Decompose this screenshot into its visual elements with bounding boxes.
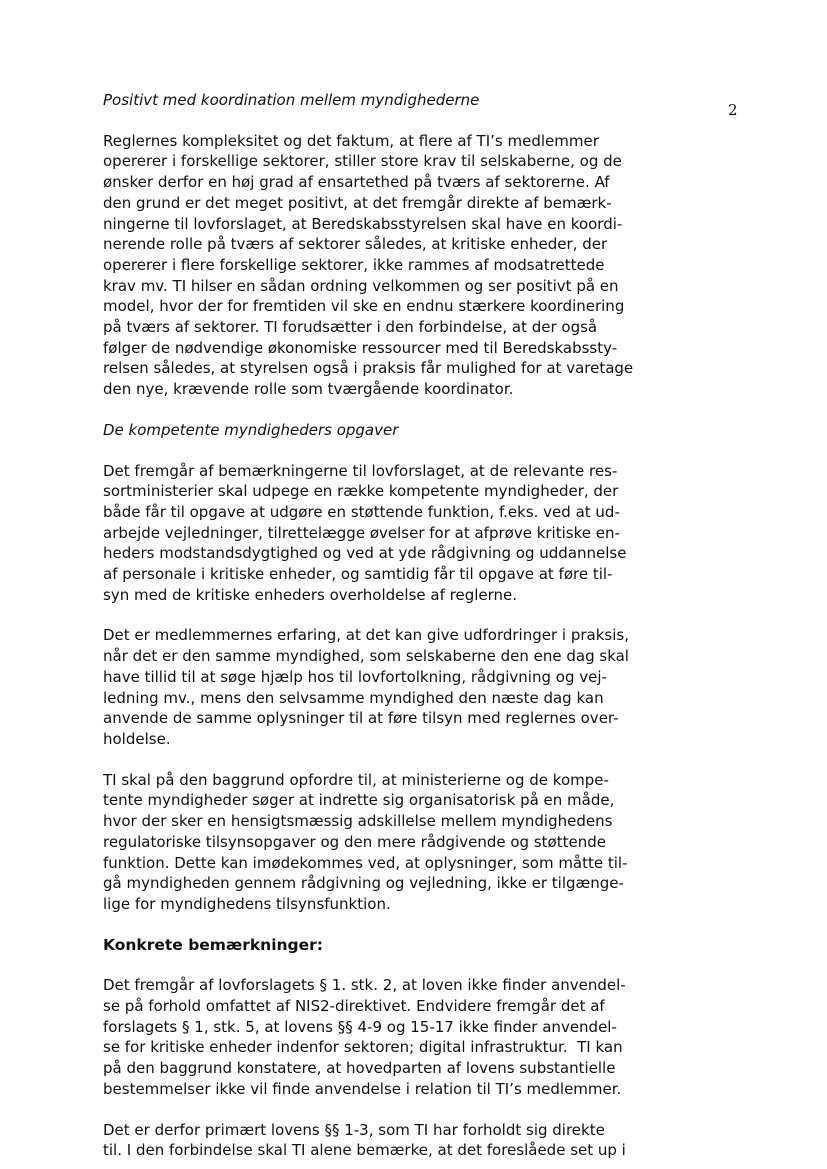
text-line: holdelse. — [103, 729, 171, 748]
text-line: arbejde vejledninger, tilrettelægge øvelser for at afprøve kritiske en- — [103, 523, 620, 542]
text-line: den nye, krævende rolle som tværgående koordinator. — [103, 380, 514, 399]
text-line: se for kritiske enheder indenfor sektoren; digital infrastruktur. TI kan — [103, 1038, 623, 1057]
text-line: heders modstandsdygtighed og ved at yde rådgivning og uddannelse — [103, 544, 627, 563]
paragraph — [103, 770, 663, 915]
text-line: ledning mv., mens den selvsamme myndighed den næste dag kan — [103, 688, 604, 707]
paragraph — [103, 1120, 663, 1161]
text-line: syn med de kritiske enheders overholdelse af reglerne. — [103, 585, 518, 604]
text-line: model, hvor der for fremtiden vil ske en endnu stærkere koordinering — [103, 297, 625, 316]
text-line: TI skal på den baggrund opfordre til, at ministerierne og de kompe- — [103, 770, 609, 789]
text-line: Det fremgår af bemærkningerne til lovforslaget, at de relevante res- — [103, 461, 618, 480]
section-heading: Positivt med koordination mellem myndighederne — [103, 91, 480, 109]
text-line: Reglernes kompleksitet og det faktum, at flere af TI’s medlemmer — [103, 131, 599, 150]
text-line: på den baggrund konstatere, at hovedparten af lovens substantielle — [103, 1059, 616, 1078]
text-line: ningerne til lovforslaget, at Beredskabsstyrelsen skal have en koordi- — [103, 214, 623, 233]
text-line: bestemmelser ikke vil finde anvendelse i relation til TI’s medlemmer. — [103, 1079, 622, 1098]
text-line: til. I den forbindelse skal TI alene bemærke, at det foreslåede set up i — [103, 1141, 626, 1160]
text-line: nerende rolle på tværs af sektorer således, at kritiske enheder, der — [103, 235, 608, 254]
text-line: lige for myndighedens tilsynsfunktion. — [103, 894, 391, 913]
text-line: funktion. Dette kan imødekommes ved, at oplysninger, som måtte til- — [103, 853, 628, 872]
text-line: når det er den samme myndighed, som selskaberne den ene dag skal — [103, 647, 629, 666]
text-line: relsen således, at styrelsen også i praksis får mulighed for at varetage — [103, 359, 634, 378]
text-line: hvor der sker en hensigtsmæssig adskillelse mellem myndighedens — [103, 812, 613, 831]
text-line: af personale i kritiske enheder, og samtidig får til opgave at føre til- — [103, 565, 613, 584]
paragraph — [103, 625, 663, 749]
text-line: Det er derfor primært lovens §§ 1-3, som TI har forholdt sig direkte — [103, 1120, 605, 1139]
text-line: tente myndigheder søger at indrette sig organisatorisk på en måde, — [103, 791, 615, 810]
paragraph — [103, 131, 663, 400]
section-heading: Konkrete bemærkninger: — [103, 935, 323, 954]
text-line: anvende de samme oplysninger til at føre tilsyn med reglernes over- — [103, 709, 619, 728]
text-line: Det fremgår af lovforslagets § 1. stk. 2, at loven ikke finder anvendel- — [103, 976, 626, 995]
text-line: Det er medlemmernes erfaring, at det kan give udfordringer i praksis, — [103, 626, 629, 645]
document-body — [103, 90, 663, 1161]
paragraph — [103, 975, 663, 1099]
text-line: opererer i forskellige sektorer, stiller store krav til selskaberne, og de — [103, 152, 622, 171]
page-number: 2 — [728, 101, 738, 119]
text-line: både får til opgave at udgøre en støttende funktion, f.eks. ved at ud- — [103, 502, 620, 521]
text-line: gå myndigheden gennem rådgivning og vejledning, ikke er tilgænge- — [103, 874, 624, 893]
text-line: følger de nødvendige økonomiske ressourcer med til Beredskabssty- — [103, 338, 618, 357]
section-heading: De kompetente myndigheders opgaver — [103, 420, 399, 439]
text-line: sortministerier skal udpege en række kompetente myndigheder, der — [103, 482, 619, 501]
text-line: forslagets § 1, stk. 5, at lovens §§ 4-9 og 15-17 ikke finder anvendel- — [103, 1017, 617, 1036]
text-line: ønsker derfor en høj grad af ensartethed på tværs af sektorerne. Af — [103, 173, 610, 192]
paragraph — [103, 461, 663, 606]
text-line: opererer i flere forskellige sektorer, ikke rammes af modsatrettede — [103, 255, 605, 274]
text-line: den grund er det meget positivt, at det fremgår direkte af bemærk- — [103, 193, 612, 212]
text-line: regulatoriske tilsynsopgaver og den mere rådgivende og støttende — [103, 832, 606, 851]
text-line: på tværs af sektorer. TI forudsætter i den forbindelse, at der også — [103, 318, 598, 337]
text-line: krav mv. TI hilser en sådan ordning velkommen og ser positivt på en — [103, 276, 619, 295]
text-line: have tillid til at søge hjælp hos til lovfortolkning, rådgivning og vej- — [103, 667, 607, 686]
text-line: se på forhold omfattet af NIS2-direktivet. Endvidere fremgår det af — [103, 997, 605, 1016]
